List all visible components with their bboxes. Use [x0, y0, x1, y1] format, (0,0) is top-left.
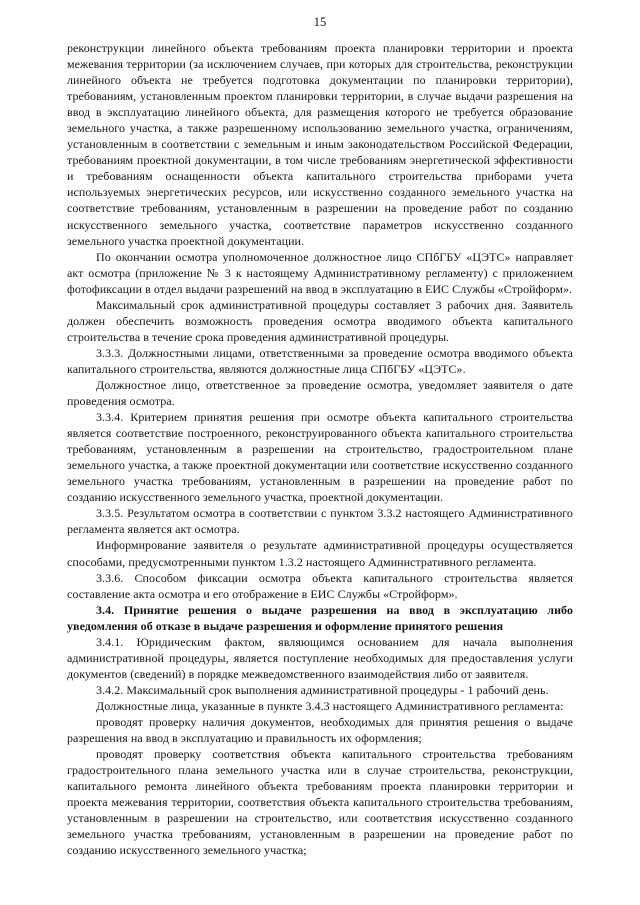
paragraph-max-term: Максимальный срок административной процедуры составляет 3 рабочих дня. Заявитель должен обеспечить возможность проведения осмотра вводимого объекта капитального строительства в течение срока проведения административной процедуры. — [67, 297, 573, 344]
document-body — [67, 40, 573, 858]
paragraph-3-3-6: 3.3.6. Способом фиксации осмотра объекта капитального строительства является составление акта осмотра и его отображение в ЕИС Службы «Стройформ». — [67, 570, 573, 601]
paragraph-3-3-3: 3.3.3. Должностными лицами, ответственными за проведение осмотра вводимого объекта капитального строительства, являются должностные лица СПбГБУ «ЦЭТС». — [67, 345, 573, 376]
paragraph-3-3-4: 3.3.4. Критерием принятия решения при осмотре объекта капитального строительства является соответствие построенного, реконструированного объекта капитального строительства требованиям, установленным в разрешении на строительство, градостроительном плане земельного участка, а также проектной документации или соответствие искусственно созданного земельного участка требованиям, установленным в разрешении на проведение работ по созданию искусственного земельного участка, проектной документации. — [67, 410, 573, 505]
paragraph-informing: Информирование заявителя о результате административной процедуры осуществляется способами, предусмотренными пунктом 1.3.2 настоящего Административного регламента. — [67, 538, 573, 569]
paragraph-3-4-1: 3.4.1. Юридическим фактом, являющимся основанием для начала выполнения административной процедуры, является поступление необходимых для предоставления услуги документов (сведений) в порядке межведомственного взаимодействия либо от заявителя. — [67, 634, 573, 681]
paragraph-inspection-act: По окончании осмотра уполномоченное должностное лицо СПбГБУ «ЦЭТС» направляет акт осмотра (приложение № 3 к настоящему Административному регламенту) с приложением фотофиксации в отдел выдачи разрешений на ввод в эксплуатацию в ЕИС Службы «Стройформ». — [67, 249, 573, 296]
paragraph-officials: Должностные лица, указанные в пункте 3.4.3 настоящего Административного регламента: — [96, 698, 564, 713]
paragraph-check-compliance: проводят проверку соответствия объекта капитального строительства требованиям градостроительного плана земельного участка или в случае строительства, реконструкции, капитального ремонта линейного объекта требованиям проекта планировки территории и проекта межевания территории, соответствия объекта капитального строительства требованиям, установленным в разрешении на строительство, или соответствия искусственно созданного земельного участка требованиям, установленным в разрешении на проведение работ по созданию искусственного земельного участка; — [67, 747, 573, 858]
paragraph-check-documents: проводят проверку наличия документов, необходимых для принятия решения о выдаче разрешения на ввод в эксплуатацию и правильность их оформления; — [67, 714, 573, 746]
paragraph-continuation: реконструкции линейного объекта требованиям проекта планировки территории и проекта межевания территории (за исключением случаев, при которых для строительства, реконструкции линейного объекта не требуется подготовка документации по планировки территории), требованиям, установленным проектом планировки территории, в случае выдачи разрешения на ввод в эксплуатацию линейного объекта, для размещения которого не требуется образование земельного участка, а также разрешенному использованию земельного участка, ограничениям, установленным в соответствии с земельным и иным законодательством Российской Федерации, требованиям проектной документации, в том числе требованиям энергетической эффективности и требованиям оснащенности объекта капитального строительства приборами учета используемых энергетических ресурсов, или искусственно созданного земельного участка на соответствие требованиям, установленным в разрешении на проведение работ по созданию искусственного земельного участка, соответствие параметров искусственно созданного земельного участка проектной документации. — [67, 41, 573, 248]
page-number: 15 — [313, 15, 327, 29]
paragraph-official-notifies: Должностное лицо, ответственное за проведение осмотра, уведомляет заявителя о дате проведения осмотра. — [67, 377, 573, 409]
section-heading-3-4: 3.4. Принятие решения о выдаче разрешения на ввод в эксплуатацию либо уведомления об отказе в выдаче разрешения и оформление принятого решения — [67, 602, 573, 633]
paragraph-3-4-2: 3.4.2. Максимальный срок выполнения административной процедуры - 1 рабочий день. — [96, 682, 549, 697]
paragraph-3-3-5: 3.3.5. Результатом осмотра в соответствии с пунктом 3.3.2 настоящего Административного регламента является акт осмотра. — [67, 506, 573, 537]
